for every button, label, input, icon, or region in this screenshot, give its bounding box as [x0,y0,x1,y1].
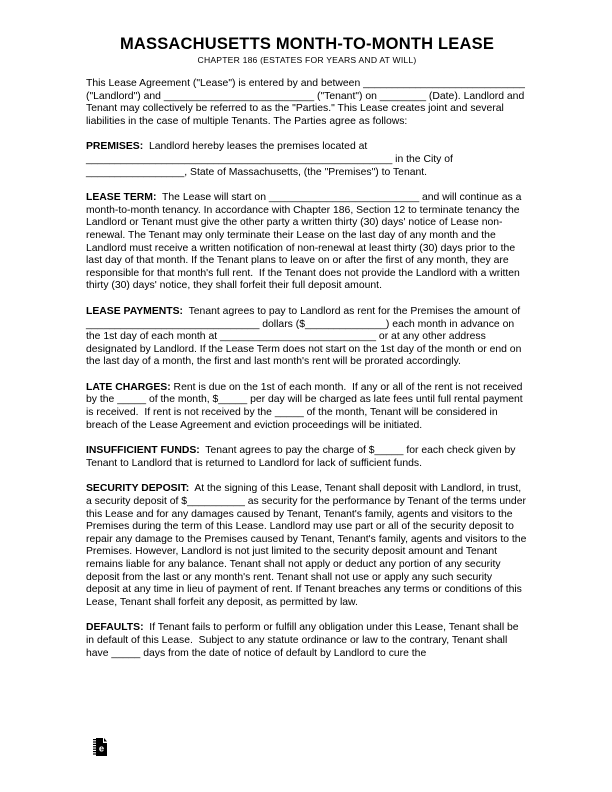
section-text: Rent is due on the 1st of each month. If any or all of the rent is not received by the _____ of the month, $_____ per day will be charged as late fees until full rental payment is received. If rent is not received by the _____ of the month, Tenant will be considered in breach of the Lease Agreement and eviction proceedings will be initiated. [86,381,526,431]
section-security-deposit [86,483,528,609]
section-text: Landlord hereby leases the premises located at _____________________________________________________ in the City of _________________, State of Massachusetts, (the "Premises") to Tenant. [86,141,456,178]
section-label: LATE CHARGES: [86,381,171,393]
section-label: INSUFFICIENT FUNDS: [86,445,200,457]
section-label: SECURITY DEPOSIT: [86,483,190,495]
section-premises [86,141,528,179]
section-insufficient-funds [86,445,528,470]
section-text: Tenant agrees to pay to Landlord as rent for the Premises the amount of ______________________________ dollars ($______________) each month in advance on the 1st day of each month at ___________________________ or at any other address designated by Landlord. If the Lease Term does not start on the 1st day of the month or end on the last day of a month, the first and last month's rent will be prorated accordingly. [86,305,525,368]
section-text: Tenant agrees to pay the charge of $_____ for each check given by Tenant to Landlord that is returned to Landlord for lack of sufficient funds. [86,445,519,469]
section-text: At the signing of this Lease, Tenant shall deposit with Landlord, in trust, a security deposit of $__________ as security for the performance by Tenant of the terms under this Lease and for any damages caused by Tenant, Tenant's family, agents and visitors to the Premises during the term of this Lease. Landlord may use part or all of the security deposit to repair any damage to the Premises caused by Tenant, Tenant's family, agents and visitors to the Premises. However, Landlord is not just limited to the security deposit amount and Tenant remains liable for any balance. Tenant shall not apply or deduct any portion of any security deposit from the last or any month's rent. Tenant shall not use or apply any such security deposit at any time in lieu of payment of rent. If Tenant breaches any terms or conditions of this Lease, Tenant shall forfeit any deposit, as permitted by law. [86,483,530,608]
section-lease-term [86,192,528,293]
section-label: PREMISES: [86,141,144,153]
section-text: If Tenant fails to perform or fulfill any obligation under this Lease, Tenant shall be in default of this Lease. Subject to any statute ordinance or law to the contrary, Tenant shall have _____ days from the date of notice of default by Landlord to cure the [86,622,522,659]
intro-paragraph [86,78,528,128]
section-defaults [86,622,528,660]
eforms-document-logo-icon [92,737,108,757]
section-label: LEASE PAYMENTS: [86,305,183,317]
intro-text: This Lease Agreement ("Lease") is entered by and between ____________________________ ("Landlord") and __________________________ ("Tenant") on ________ (Date). Landlord and Tenant may collectively be referred to as the "Parties." This Lease creates joint and several liabilities in the case of multiple Tenants. The Parties agree as follows: [86,78,528,127]
section-text: The Lease will start on __________________________ and will continue as a month-to-month tenancy. In accordance with Chapter 186, Section 12 to terminate tenancy the Landlord or Tenant must give the other party a written thirty (30) days' notice of Lease non-renewal. The Tenant may only terminate their Lease on the last day of any month and the Landlord must receive a written notification of non-renewal at least thirty (30) days prior to the last day of that month. If the Tenant plans to leave on or after the first of any month, they are responsible for that month's full rent. If the Tenant does not provide the Landlord with a written thirty (30) days' notice, they shall forfeit their full deposit amount. [86,192,525,292]
doc-title: MASSACHUSETTS MONTH-TO-MONTH LEASE [119,35,495,53]
section-label: LEASE TERM: [86,192,157,204]
section-label: DEFAULTS: [86,622,144,634]
section-late-charges [86,382,528,432]
doc-subtitle: CHAPTER 186 (ESTATES FOR YEARS AND AT WILL) [197,55,417,65]
lease-document [86,36,528,660]
section-lease-payments [86,306,528,369]
svg-text:e: e [98,743,105,755]
